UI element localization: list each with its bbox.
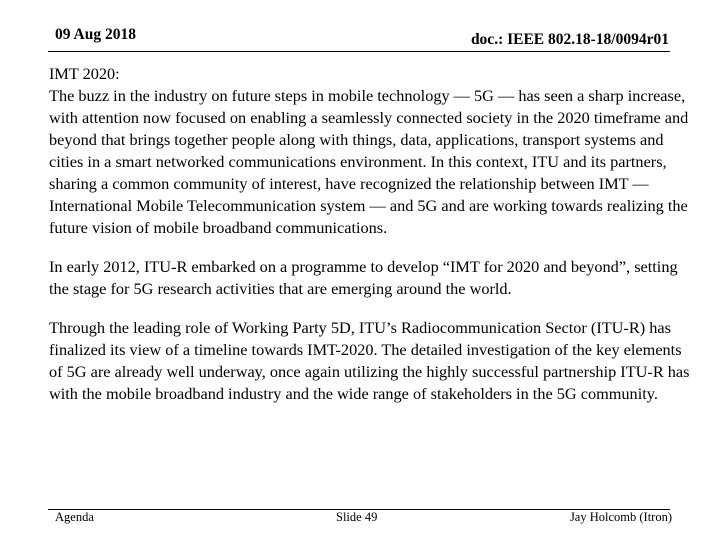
body-heading: IMT 2020: [49,64,120,83]
header-rule [48,51,670,52]
slide-body [49,63,693,405]
footer-author: Jay Holcomb (Itron) [569,510,672,524]
header-date: 09 Aug 2018 [55,26,136,43]
footer-slide-number: Slide 49 [336,510,378,524]
header-doc-id: doc.: IEEE 802.18-18/0094r01 [470,31,669,48]
body-paragraph-1-text: The buzz in the industry on future steps in mobile technology — 5G — has seen a sharp increase, with attention now focused on enabling a seamlessly connected society in the 2020 timeframe and beyond that brings together people along with things, data, applications, transport systems and cities in a smart networked communications environment. In this context, ITU and its partners, sharing a common community of interest, have recognized the relationship between IMT — International Mobile Telecommunication system — and 5G and are working towards realizing the future vision of mobile broadband communications. [49,86,689,237]
body-paragraph-3: Through the leading role of Working Party 5D, ITU’s Radiocommunication Sector (ITU-R) has finalized its view of a timeline towards IMT-2020. The detailed investigation of the key elements of 5G are already well underway, once again utilizing the highly successful partnership ITU-R has with the mobile broadband industry and the wide range of stakeholders in the 5G community. [49,318,690,403]
footer-agenda: Agenda [55,510,94,524]
body-paragraph-1 [49,63,693,239]
body-paragraph-2: In early 2012, ITU-R embarked on a programme to develop “IMT for 2020 and beyond”, setting the stage for 5G research activities that are emerging around the world. [49,257,678,298]
